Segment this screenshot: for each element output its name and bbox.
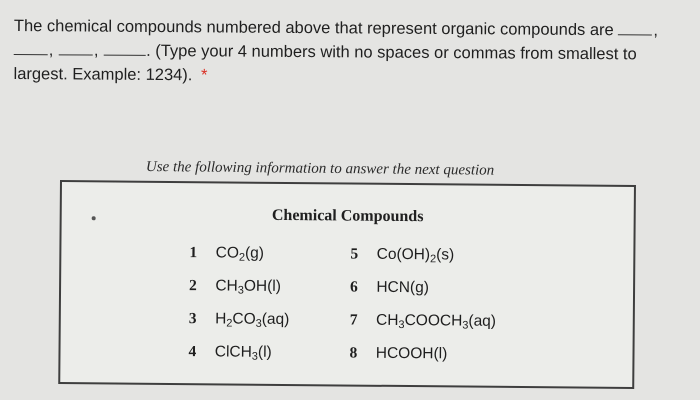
question-suffix: . (Type your 4 numbers with no spaces or commas from smallest to largest. Example: 1234). [13, 41, 637, 85]
compound-column-right [349, 243, 496, 376]
compound-number: 7 [349, 311, 358, 329]
compound-item [189, 307, 290, 332]
compound-item [349, 342, 495, 367]
compound-item [188, 340, 289, 365]
answer-blank-1 [618, 20, 652, 35]
compound-item [350, 309, 496, 334]
compound-formula: HCOOH(l) [375, 344, 448, 363]
compound-formula: $CH_3COOCH_3(aq)$ [376, 311, 497, 332]
compound-item [350, 276, 496, 301]
compound-item [189, 241, 290, 266]
instruction-text: Use the following information to answer the next question [145, 159, 495, 179]
compound-number: 1 [189, 244, 198, 262]
compound-formula: $Co(OH)_2(s)$ [376, 245, 455, 266]
compound-number: 2 [189, 277, 197, 295]
compound-item [189, 274, 290, 299]
compound-formula: $H_2CO_3(aq)$ [215, 310, 290, 330]
answer-blank-2 [14, 40, 48, 55]
compound-formula: ClCH$_3$(l) [214, 343, 272, 363]
compound-formula: $CO_2(g)$ [215, 244, 265, 264]
compound-number: 6 [350, 278, 358, 296]
compound-number: 8 [349, 344, 358, 362]
compound-formula: $CH_3OH(l)$ [215, 277, 282, 297]
compound-number: 5 [350, 245, 359, 263]
blank-separator: , [48, 41, 54, 60]
panel-title: Chemical Compounds [271, 206, 424, 226]
question-prefix: The chemical compounds numbered above that represent organic compounds are [13, 16, 614, 40]
blank-separator: , [93, 41, 99, 60]
chemical-compounds-panel [58, 180, 636, 389]
blank-separator: , [653, 21, 659, 40]
required-marker: * [200, 66, 208, 85]
compound-number: 4 [188, 343, 197, 361]
compound-column-left [188, 241, 290, 374]
compound-formula: HCN(g) [376, 278, 429, 297]
answer-blank-4 [104, 41, 146, 56]
question-text [13, 14, 673, 91]
answer-blank-3 [59, 40, 93, 55]
compound-number: 3 [188, 310, 197, 328]
compound-item [350, 243, 496, 268]
